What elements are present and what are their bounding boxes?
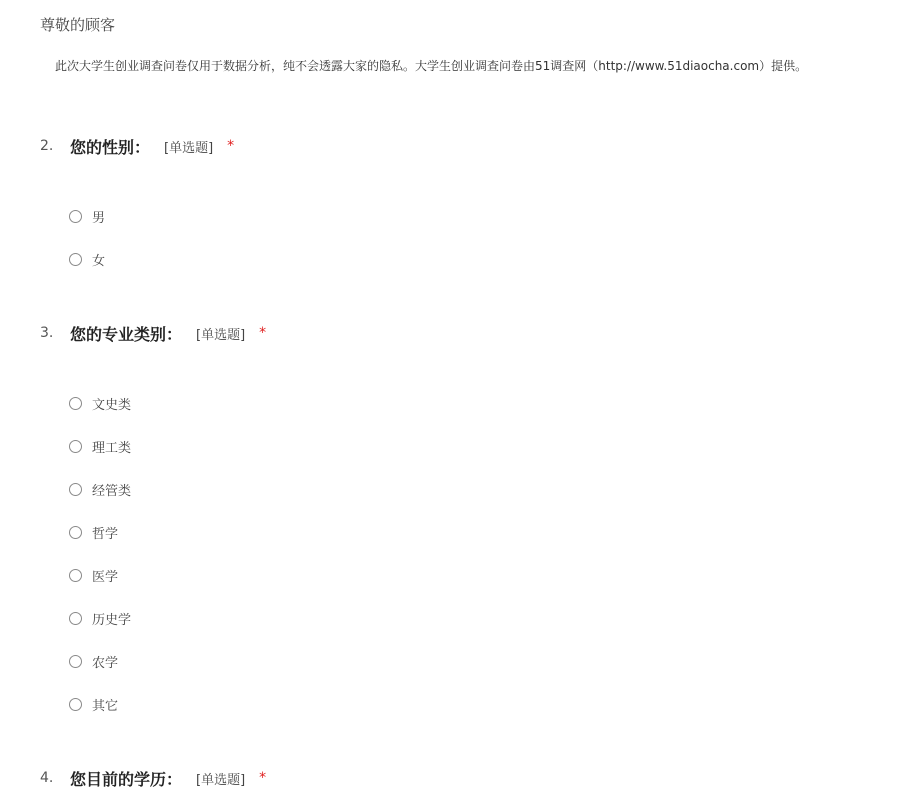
option-major-medicine[interactable] [69,564,118,586]
question-title: 您的性别： [70,137,151,157]
question-title: 您的专业类别： [70,324,183,344]
greeting-heading: 尊敬的顾客 [40,16,116,34]
option-label[interactable]: 其它 [92,698,119,714]
question-2-header [40,134,234,158]
radio-button[interactable] [69,253,82,266]
required-marker: * [227,138,235,154]
option-major-history[interactable] [69,607,131,629]
option-major-liberal-arts[interactable] [69,392,131,414]
option-major-other[interactable] [69,693,118,715]
radio-button[interactable] [69,483,82,496]
option-major-agriculture[interactable] [69,650,118,672]
question-type-tag: [单选题] [196,772,246,788]
option-label[interactable]: 历史学 [92,612,132,628]
question-number: 2. [40,138,54,154]
option-major-economics-management[interactable] [69,478,131,500]
option-label[interactable]: 男 [92,210,106,226]
required-marker: * [259,770,267,786]
option-label[interactable]: 女 [92,253,106,269]
question-3-header [40,321,266,345]
option-label[interactable]: 农学 [92,655,119,671]
radio-button[interactable] [69,612,82,625]
option-gender-male[interactable] [69,205,105,227]
radio-button[interactable] [69,210,82,223]
option-label[interactable]: 经管类 [92,483,132,499]
radio-button[interactable] [69,440,82,453]
required-marker: * [259,325,267,341]
radio-button[interactable] [69,526,82,539]
radio-button[interactable] [69,569,82,582]
survey-intro: 此次大学生创业调查问卷仅用于数据分析，纯不会透露大家的隐私。大学生创业调查问卷由51调查网（http://www.51diaocha.com）提供。 [55,59,808,73]
radio-button[interactable] [69,655,82,668]
option-label[interactable]: 哲学 [92,526,119,542]
option-label[interactable]: 文史类 [92,397,132,413]
question-type-tag: [单选题] [164,140,214,156]
option-major-philosophy[interactable] [69,521,118,543]
option-label[interactable]: 理工类 [92,440,132,456]
question-type-tag: [单选题] [196,327,246,343]
radio-button[interactable] [69,698,82,711]
question-number: 4. [40,770,54,786]
option-major-science-engineering[interactable] [69,435,131,457]
question-title: 您目前的学历： [70,769,183,789]
radio-button[interactable] [69,397,82,410]
question-4-header [40,766,266,790]
question-number: 3. [40,325,54,341]
option-gender-female[interactable] [69,248,105,270]
option-label[interactable]: 医学 [92,569,119,585]
